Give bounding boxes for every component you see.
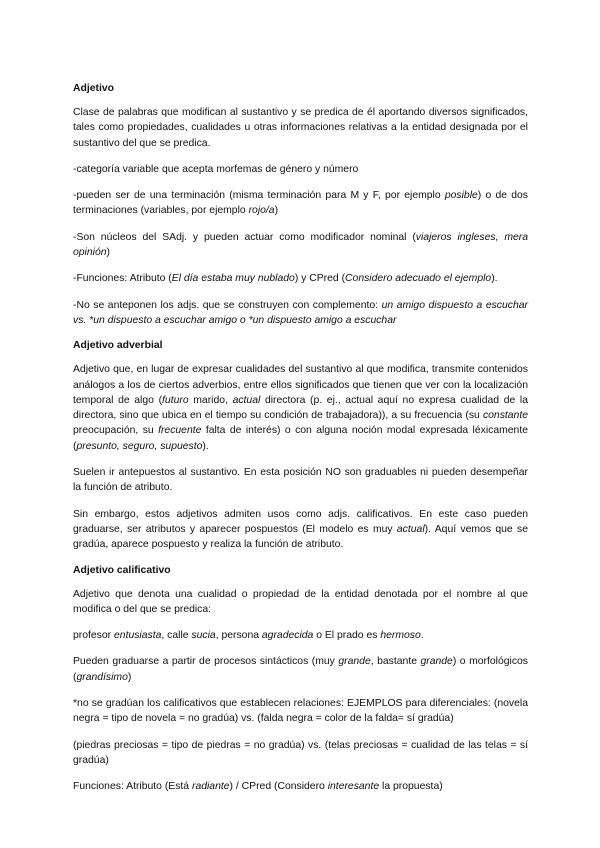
italic-text: actual [232,394,261,406]
italic-text: El día estaba muy nublado [171,273,295,285]
text-run: Adjetivo que, en lugar de expresar cualidades del sustantivo al que modifica, transmite contenidos análogos a los de ciertos adverbios, entre ellos significados que tienen que ver con la localización temporal de algo ( [73,364,528,406]
text-run: -No se anteponen los adjs. que se construyen con complemento: [73,299,382,311]
paragraph [73,587,528,618]
text-run: profesor [73,630,115,642]
text-run: Suelen ir antepuestos al sustantivo. En esta posición NO son graduables ni pueden desempeñar la función de atributo. [73,467,528,494]
text-run: ). [491,273,498,285]
italic-text: futuro [162,394,189,406]
text-run: ) [274,205,279,217]
text-run: , persona [215,630,262,642]
paragraph [73,628,528,643]
italic-text: frecuente [158,425,202,437]
document-content [73,82,528,795]
text-run: marido, [188,394,233,406]
italic-text: agradecida [261,630,314,642]
text-run: la propuesta) [379,781,443,793]
italic-text: un amigo dispuesto a escuchar vs. *un dispuesto a escuchar amigo o *un dispuesto amigo a escuchar [73,299,528,326]
text-run: -Funciones: Atributo ( [73,273,172,285]
text-run: ) y CPred ( [294,273,346,285]
italic-text: interesante [327,781,380,793]
text-run: ) [106,247,110,259]
italic-text: posible [444,190,478,202]
section-heading: Adjetivo [73,83,114,94]
text-run: ) o morfológicos ( [73,656,528,683]
paragraph [73,298,528,329]
section-heading: Adjetivo calificativo [73,564,171,576]
text-run: o El prado es [313,630,381,642]
italic-text: Considero adecuado el ejemplo [345,273,492,285]
text-run: ) o de dos terminaciones (variables, por ejemplo [73,190,528,217]
paragraph [73,465,528,496]
italic-text: constante [482,410,528,422]
italic-text: grande [420,656,453,668]
text-run: directora (p. ej., actual aquí no expresa cualidad de la directora, sino que ubica en el tiempo su condición de trabajadora)), a su frecuencia (su [73,394,529,422]
italic-text: grande [338,656,371,668]
text-run: , bastante [370,656,421,668]
text-run: Adjetivo que denota una cualidad o propiedad de la entidad denotada por el nombre al que modifica o del que se predica: [73,588,528,615]
paragraph [73,362,528,454]
text-run: ). [202,440,209,452]
paragraph [73,188,528,219]
paragraph [73,654,528,685]
text-run: -pueden ser de una terminación (misma terminación para M y F, por ejemplo [73,190,445,202]
paragraph [73,271,528,286]
section-heading: Adjetivo adverbial [73,340,163,352]
section [73,82,528,328]
paragraph [73,779,528,794]
italic-text: grandísimo [76,671,128,683]
text-run: -Son núcleos del SAdj. y pueden actuar como modificador nominal ( [73,231,416,243]
italic-text: radiante [191,781,230,793]
section [73,339,528,552]
text-run: Funciones: Atributo (Está [73,781,192,793]
text-run: preocupación, su [73,425,159,437]
text-run: Clase de palabras que modifican al sustantivo y se predica de él aportando diversos significados, tales como propiedades, cualidades u otras informaciones relativas a la entidad designada por el sustantivo del que se predica. [73,107,528,149]
paragraph [73,696,528,727]
text-run: falta de interés) o con alguna noción modal expresada léxicamente ( [73,425,528,452]
paragraph [73,738,528,769]
text-run: ) / CPred (Considero [229,781,328,793]
text-run: (piedras preciosas = tipo de piedras = no gradúa) vs. (telas preciosas = cualidad de las telas = sí gradúa) [73,739,528,766]
text-run: , calle [161,630,192,642]
section [73,564,528,795]
italic-text: actual [396,523,425,535]
paragraph [73,105,528,151]
italic-text: presunto, seguro, supuesto [76,440,203,452]
italic-text: hermoso [380,630,421,642]
text-run: . [420,630,424,642]
text-run: ) [127,671,132,683]
text-run: -categoría variable que acepta morfemas de género y número [73,163,359,175]
paragraph [73,230,528,261]
text-run: Sin embargo, estos adjetivos admiten usos como adjs. calificativos. En este caso pueden graduarse, ser atributos y aparecer pospuestos (El modelo es muy [73,508,528,535]
italic-text: sucia [191,630,216,642]
italic-text: entusiasta [114,630,162,642]
text-run: *no se gradúan los calificativos que establecen relaciones: EJEMPLOS para diferenciales: (novela negra = tipo de novela = no gradúa) vs. (falda negra = color de la falda= sí gradúa) [73,698,528,725]
italic-text: rojo/a [248,205,275,217]
text-run: ). Aquí vemos que se gradúa, aparece pospuesto y realiza la función de atributo. [73,523,528,551]
paragraph [73,507,528,553]
text-run: Pueden graduarse a partir de procesos sintácticos (muy [73,656,339,668]
italic-text: viajeros ingleses, mera opinión [73,231,529,259]
paragraph [73,162,528,177]
